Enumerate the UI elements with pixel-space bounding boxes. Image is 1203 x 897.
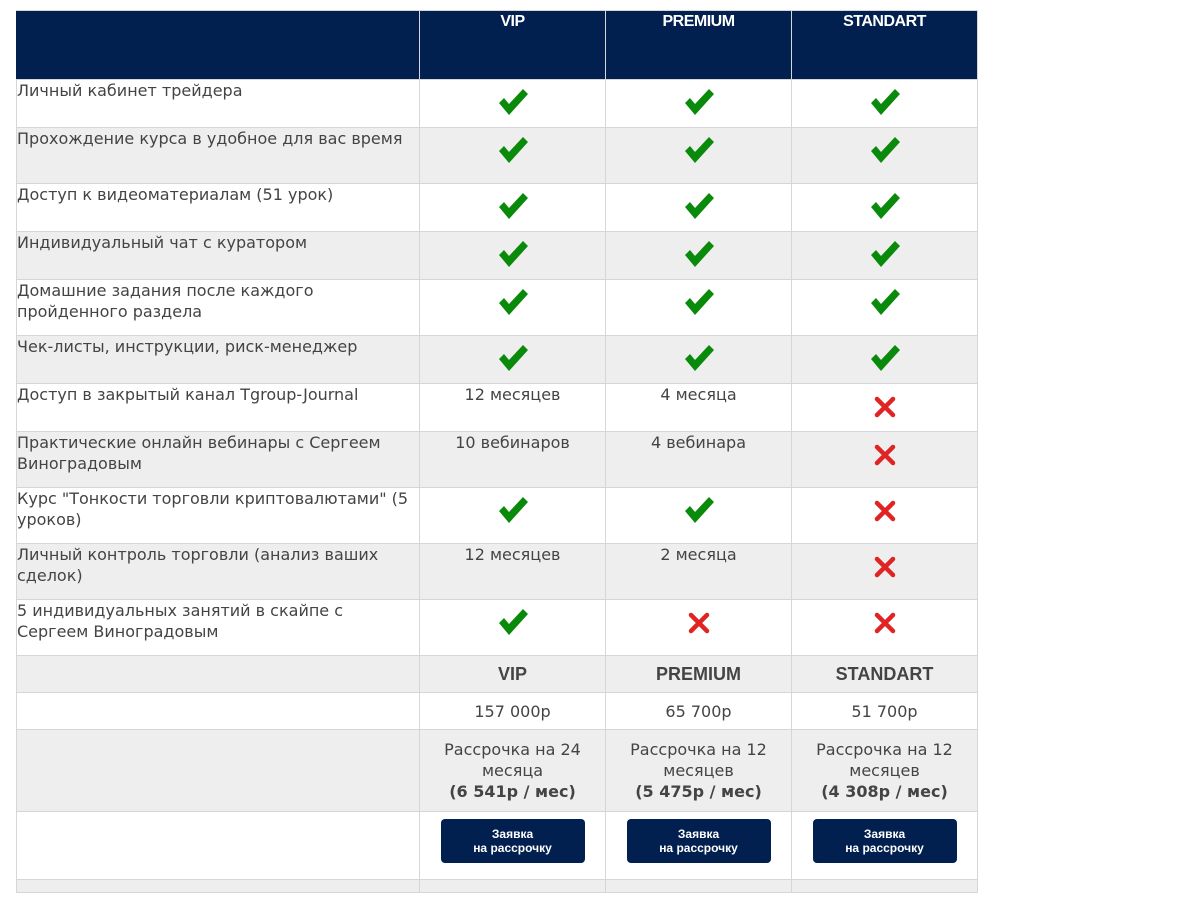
- cross-icon: [872, 554, 898, 580]
- cross-icon: [872, 498, 898, 524]
- apply-button-line2: на рассрочку: [473, 841, 552, 855]
- check-icon: [868, 342, 902, 374]
- check-icon: [682, 238, 716, 270]
- summary-plan-premium: PREMIUM: [606, 656, 792, 693]
- header-plan-vip: VIP: [420, 11, 606, 80]
- check-icon: [868, 86, 902, 118]
- installment-premium: [606, 730, 792, 812]
- check-icon: [868, 134, 902, 166]
- feature-label: Индивидуальный чат с куратором: [17, 232, 420, 280]
- apply-button-line1: Заявка: [677, 827, 720, 841]
- check-icon: [868, 286, 902, 318]
- summary-empty-cell: [17, 812, 420, 880]
- summary-plan-names-row: [17, 656, 978, 693]
- check-icon: [496, 286, 530, 318]
- pricing-table: [16, 10, 978, 893]
- check-icon: [496, 190, 530, 222]
- feature-label: Личный кабинет трейдера: [17, 80, 420, 128]
- feature-label: Прохождение курса в удобное для вас время: [17, 128, 420, 184]
- feature-value: 12 месяцев: [420, 544, 606, 600]
- check-icon: [496, 494, 530, 526]
- price-vip: 157 000р: [420, 693, 606, 730]
- summary-plan-standart: STANDART: [792, 656, 978, 693]
- feature-row: [17, 384, 978, 432]
- installment-standart: [792, 730, 978, 812]
- check-icon: [868, 190, 902, 222]
- feature-label: Практические онлайн вебинары с Сергеем Виноградовым: [17, 432, 420, 488]
- installment-text: Рассрочка на 24 месяца: [444, 740, 581, 780]
- feature-label: Домашние задания после каждого пройденного раздела: [17, 280, 420, 336]
- table-footer-row: [17, 880, 978, 893]
- summary-plan-vip: VIP: [420, 656, 606, 693]
- summary-empty-cell: [17, 656, 420, 693]
- check-icon: [496, 606, 530, 638]
- apply-button-line2: на рассрочку: [845, 841, 924, 855]
- feature-value: 2 месяца: [606, 544, 792, 600]
- check-icon: [496, 134, 530, 166]
- apply-button-line1: Заявка: [491, 827, 534, 841]
- feature-label: Личный контроль торговли (анализ ваших сделок): [17, 544, 420, 600]
- header-feature-cell: [17, 11, 420, 80]
- feature-row: [17, 600, 978, 656]
- cross-icon: [872, 610, 898, 636]
- feature-label: Доступ в закрытый канал Tgroup-Journal: [17, 384, 420, 432]
- check-icon: [682, 86, 716, 118]
- feature-label: Курс "Тонкости торговли криптовалютами" (5 уроков): [17, 488, 420, 544]
- apply-installment-button-vip[interactable]: [441, 819, 585, 863]
- check-icon: [496, 342, 530, 374]
- cross-icon: [872, 442, 898, 468]
- apply-button-line1: Заявка: [863, 827, 906, 841]
- feature-row: [17, 232, 978, 280]
- feature-row: [17, 280, 978, 336]
- feature-label: Чек-листы, инструкции, риск-менеджер: [17, 336, 420, 384]
- check-icon: [496, 238, 530, 270]
- summary-apply-row: [17, 812, 978, 880]
- price-premium: 65 700р: [606, 693, 792, 730]
- check-icon: [496, 86, 530, 118]
- feature-row: [17, 488, 978, 544]
- summary-prices-row: [17, 693, 978, 730]
- feature-row: [17, 336, 978, 384]
- feature-row: [17, 80, 978, 128]
- apply-installment-button-standart[interactable]: [813, 819, 957, 863]
- check-icon: [868, 238, 902, 270]
- feature-value: 10 вебинаров: [420, 432, 606, 488]
- feature-value: 4 вебинара: [606, 432, 792, 488]
- feature-label: Доступ к видеоматериалам (51 урок): [17, 184, 420, 232]
- check-icon: [682, 134, 716, 166]
- installment-monthly: (5 475р / мес): [635, 782, 762, 801]
- check-icon: [682, 342, 716, 374]
- table-header-row: [17, 11, 978, 80]
- apply-button-line2: на рассрочку: [659, 841, 738, 855]
- feature-row: [17, 432, 978, 488]
- cross-icon: [686, 610, 712, 636]
- summary-empty-cell: [17, 730, 420, 812]
- feature-row: [17, 184, 978, 232]
- apply-installment-button-premium[interactable]: [627, 819, 771, 863]
- check-icon: [682, 494, 716, 526]
- feature-row: [17, 128, 978, 184]
- summary-installments-row: [17, 730, 978, 812]
- summary-empty-cell: [17, 693, 420, 730]
- header-plan-premium: PREMIUM: [606, 11, 792, 80]
- feature-row: [17, 544, 978, 600]
- installment-monthly: (6 541р / мес): [449, 782, 576, 801]
- feature-label: 5 индивидуальных занятий в скайпе с Сергеем Виноградовым: [17, 600, 420, 656]
- feature-value: 4 месяца: [606, 384, 792, 432]
- installment-text: Рассрочка на 12 месяцев: [816, 740, 953, 780]
- cross-icon: [872, 394, 898, 420]
- feature-value: 12 месяцев: [420, 384, 606, 432]
- installment-text: Рассрочка на 12 месяцев: [630, 740, 767, 780]
- installment-monthly: (4 308р / мес): [821, 782, 948, 801]
- check-icon: [682, 190, 716, 222]
- installment-vip: [420, 730, 606, 812]
- header-plan-standart: STANDART: [792, 11, 978, 80]
- price-standart: 51 700р: [792, 693, 978, 730]
- check-icon: [682, 286, 716, 318]
